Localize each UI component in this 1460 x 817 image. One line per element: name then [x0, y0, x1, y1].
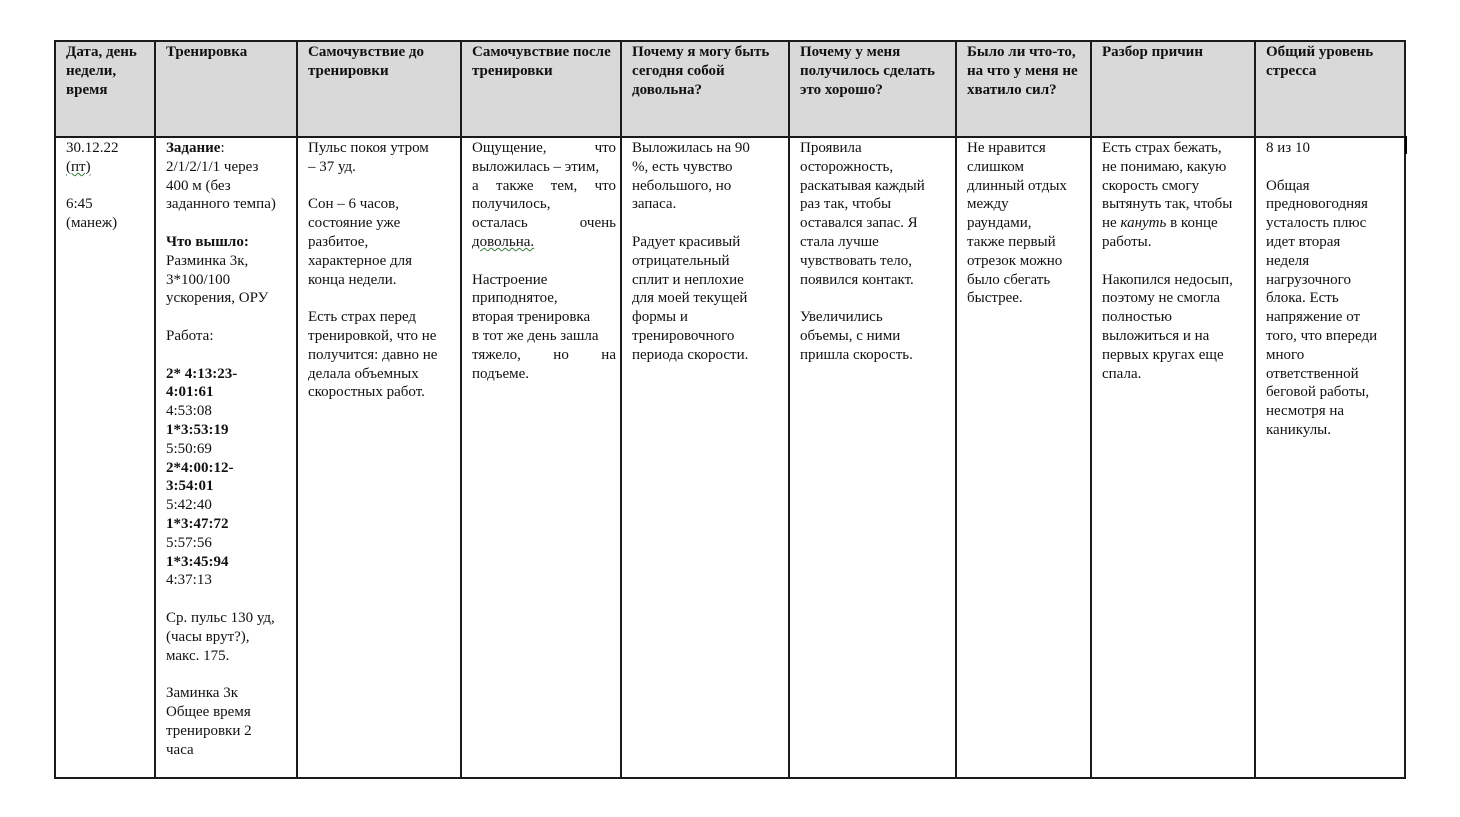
set5-rest: 4:37:13 — [166, 572, 212, 589]
stress-line: усталость плюс — [1266, 215, 1367, 232]
entry-place: (манеж) — [66, 215, 118, 232]
set1-b: 4:01:61 — [166, 384, 214, 401]
why-line: Проявила — [800, 140, 862, 156]
why-line: стала лучше — [800, 233, 879, 250]
total-2: тренировки 2 — [166, 722, 252, 739]
stress-line: неделя — [1266, 252, 1310, 269]
why-line: осторожность, — [800, 158, 894, 175]
causes-line: не понимаю, какую — [1102, 158, 1227, 175]
before-line: Есть страх перед — [308, 309, 417, 326]
spacer — [472, 252, 616, 271]
spacer — [1266, 158, 1400, 177]
stress-line: несмотря на — [1266, 403, 1345, 420]
spacer — [308, 289, 456, 308]
lacking-line: Не нравится — [967, 140, 1046, 156]
cell-why[interactable] — [789, 137, 956, 778]
proud-line: Радует красивый — [632, 233, 741, 250]
causes-italic-word: кануть — [1120, 215, 1167, 232]
entry-date: 30.12.22 — [66, 140, 119, 156]
proud-line: запаса. — [632, 196, 677, 213]
stress-line: ответственной — [1266, 365, 1359, 382]
warmup-2: 3*100/100 — [166, 271, 231, 288]
spacer — [1102, 252, 1250, 271]
before-line: состояние уже — [308, 215, 401, 232]
why-line: чувствовать тело, — [800, 252, 912, 269]
set3-b: 3:54:01 — [166, 478, 214, 495]
causes-line: полностью — [1102, 309, 1172, 326]
task-text-2: 400 м (без — [166, 177, 231, 194]
spacer — [166, 214, 292, 233]
result-label: Что вышло: — [166, 233, 249, 250]
proud-line: тренировочного — [632, 327, 735, 344]
header-training[interactable]: Тренировка — [155, 41, 297, 137]
after-line: получилось, — [472, 196, 551, 213]
stress-line: Общая — [1266, 177, 1310, 194]
header-lacking[interactable]: Было ли что-то, на что у меня не хватило сил? — [956, 41, 1091, 137]
cell-training[interactable] — [155, 137, 297, 778]
lacking-line: было сбегать — [967, 271, 1051, 288]
proud-line: сплит и неплохие — [632, 271, 744, 288]
task-text-1: 2/1/2/1/1 через — [166, 158, 259, 175]
lacking-line: слишком — [967, 158, 1024, 175]
before-line: – 37 уд. — [308, 158, 356, 175]
why-line: пришла скорость. — [800, 346, 913, 363]
after-line: тяжело, но на — [472, 346, 616, 363]
warmup-3: ускорения, ОРУ — [166, 290, 269, 307]
cooldown: Заминка 3к — [166, 685, 238, 702]
header-before[interactable]: Самочувствие до тренировки — [297, 41, 461, 137]
warmup-1: Разминка 3к, — [166, 252, 249, 269]
after-line: выложилась – этим, — [472, 158, 600, 175]
header-proud[interactable] — [621, 41, 789, 137]
after-line: Ощущение, что — [472, 140, 616, 156]
before-line: конца недели. — [308, 271, 397, 288]
cell-proud[interactable] — [621, 137, 789, 778]
before-line: получится: давно не — [308, 346, 438, 363]
set4-a: 1*3:47:72 — [166, 515, 229, 532]
stress-line: нагрузочного — [1266, 271, 1351, 288]
causes-text: не — [1102, 215, 1121, 232]
causes-line: скорость смогу — [1102, 177, 1200, 194]
why-line: Увеличились — [800, 309, 883, 326]
stress-line: предновогодняя — [1266, 196, 1368, 213]
total-1: Общее время — [166, 703, 251, 720]
spacer — [66, 177, 150, 196]
before-line: характерное для — [308, 252, 413, 269]
spacer — [800, 289, 951, 308]
why-line: оставался запас. Я — [800, 215, 918, 232]
after-line: довольна. — [472, 233, 535, 250]
lacking-line: быстрее. — [967, 290, 1023, 307]
stress-line: блока. Есть — [1266, 290, 1339, 307]
cell-causes[interactable] — [1091, 137, 1255, 778]
before-line: тренировкой, что не — [308, 327, 437, 344]
causes-line: выложиться и на — [1102, 327, 1210, 344]
header-date[interactable]: Дата, день недели, время — [55, 41, 155, 137]
task-line — [166, 139, 292, 158]
cell-stress[interactable] — [1255, 137, 1405, 778]
stress-level: 8 из 10 — [1266, 140, 1310, 156]
after-line: в тот же день зашла — [472, 327, 599, 344]
proud-line: формы и — [632, 309, 688, 326]
lacking-line: длинный отдых — [967, 177, 1067, 194]
after-line: подъеме. — [472, 365, 530, 382]
after-line: Настроение — [472, 271, 548, 288]
before-line: делала объемных — [308, 365, 419, 382]
task-label: Задание — [166, 140, 221, 156]
after-line: вторая тренировка — [472, 309, 591, 326]
after-line: а также тем, что — [472, 177, 616, 194]
header-proud-label: Почему я могу быть сегодня собой довольна? — [632, 44, 774, 98]
cell-before[interactable] — [297, 137, 461, 778]
pulse-1: Ср. пульс 130 уд, — [166, 609, 275, 626]
cell-after[interactable] — [461, 137, 621, 778]
causes-line: работы. — [1102, 233, 1152, 250]
header-after[interactable]: Самочувствие после тренировки — [461, 41, 621, 137]
causes-line: Есть страх бежать, — [1102, 140, 1222, 156]
why-line: раскатывая каждый — [800, 177, 925, 194]
header-row — [55, 41, 1405, 137]
after-line: приподнятое, — [472, 290, 558, 307]
spacer — [632, 214, 784, 233]
spacer — [166, 665, 292, 684]
header-stress[interactable]: Общий уровень стресса — [1255, 41, 1405, 137]
proud-line: %, есть чувство — [632, 158, 733, 175]
proud-line: Выложилась на 90 — [632, 140, 750, 156]
causes-line: поэтому не смогла — [1102, 290, 1221, 307]
lacking-line: между — [967, 196, 1009, 213]
stress-line: каникулы. — [1266, 421, 1332, 438]
lacking-line: отрезок можно — [967, 252, 1063, 269]
after-line: осталась очень — [472, 215, 616, 232]
before-line: скоростных работ. — [308, 384, 425, 401]
pulse-2: (часы врут?), — [166, 628, 250, 645]
stress-line: идет вторая — [1266, 233, 1341, 250]
causes-line: первых кругах еще — [1102, 346, 1224, 363]
proud-line: периода скорости. — [632, 346, 749, 363]
set1-a: 2* 4:13:23- — [166, 365, 238, 382]
causes-text: в конце — [1166, 215, 1218, 232]
lacking-line: также первый — [967, 233, 1056, 250]
causes-line: спала. — [1102, 365, 1142, 382]
stress-line: много — [1266, 346, 1305, 363]
set3-a: 2*4:00:12- — [166, 459, 234, 476]
total-3: часа — [166, 741, 194, 758]
spacer — [166, 308, 292, 327]
proud-line: для моей текущей — [632, 290, 748, 307]
stress-line: беговой работы, — [1266, 384, 1370, 401]
set2-a: 1*3:53:19 — [166, 421, 229, 438]
cell-date[interactable] — [55, 137, 155, 778]
proud-line: небольшого, но — [632, 177, 732, 194]
set1-rest: 4:53:08 — [166, 403, 212, 420]
lacking-line: раундами, — [967, 215, 1032, 232]
stress-line: напряжение от — [1266, 309, 1361, 326]
before-line: разбитое, — [308, 233, 369, 250]
before-line: Сон – 6 часов, — [308, 196, 399, 213]
header-proud-text — [632, 43, 784, 99]
set5-a: 1*3:45:94 — [166, 553, 229, 570]
entry-weekday: (пт) — [66, 158, 91, 175]
set3-rest: 5:42:40 — [166, 497, 212, 514]
entry-time: 6:45 — [66, 196, 93, 213]
set4-rest: 5:57:56 — [166, 534, 212, 551]
stress-line: того, что впереди — [1266, 327, 1378, 344]
work-label: Работа: — [166, 327, 214, 344]
proud-line: отрицательный — [632, 252, 730, 269]
causes-line: вытянуть так, чтобы — [1102, 196, 1233, 213]
set2-rest: 5:50:69 — [166, 440, 212, 457]
causes-line — [1102, 214, 1250, 233]
before-line: Пульс покоя утром — [308, 140, 429, 156]
header-causes[interactable]: Разбор причин — [1091, 41, 1255, 137]
task-colon: : — [220, 140, 225, 156]
header-why[interactable]: Почему у меня получилось сделать это хорошо? — [789, 41, 956, 137]
spacer — [166, 346, 292, 365]
spacer — [308, 177, 456, 196]
text-cursor — [1405, 136, 1407, 154]
causes-line: Накопился недосып, — [1102, 271, 1233, 288]
cell-lacking[interactable] — [956, 137, 1091, 778]
entry-row — [55, 137, 1405, 778]
why-line: объемы, с ними — [800, 327, 901, 344]
training-journal-table — [54, 40, 1406, 779]
pulse-3: макс. 175. — [166, 647, 230, 664]
spacer — [166, 590, 292, 609]
why-line: раз так, чтобы — [800, 196, 892, 213]
why-line: появился контакт. — [800, 271, 914, 288]
task-text-3: заданного темпа) — [166, 196, 276, 213]
